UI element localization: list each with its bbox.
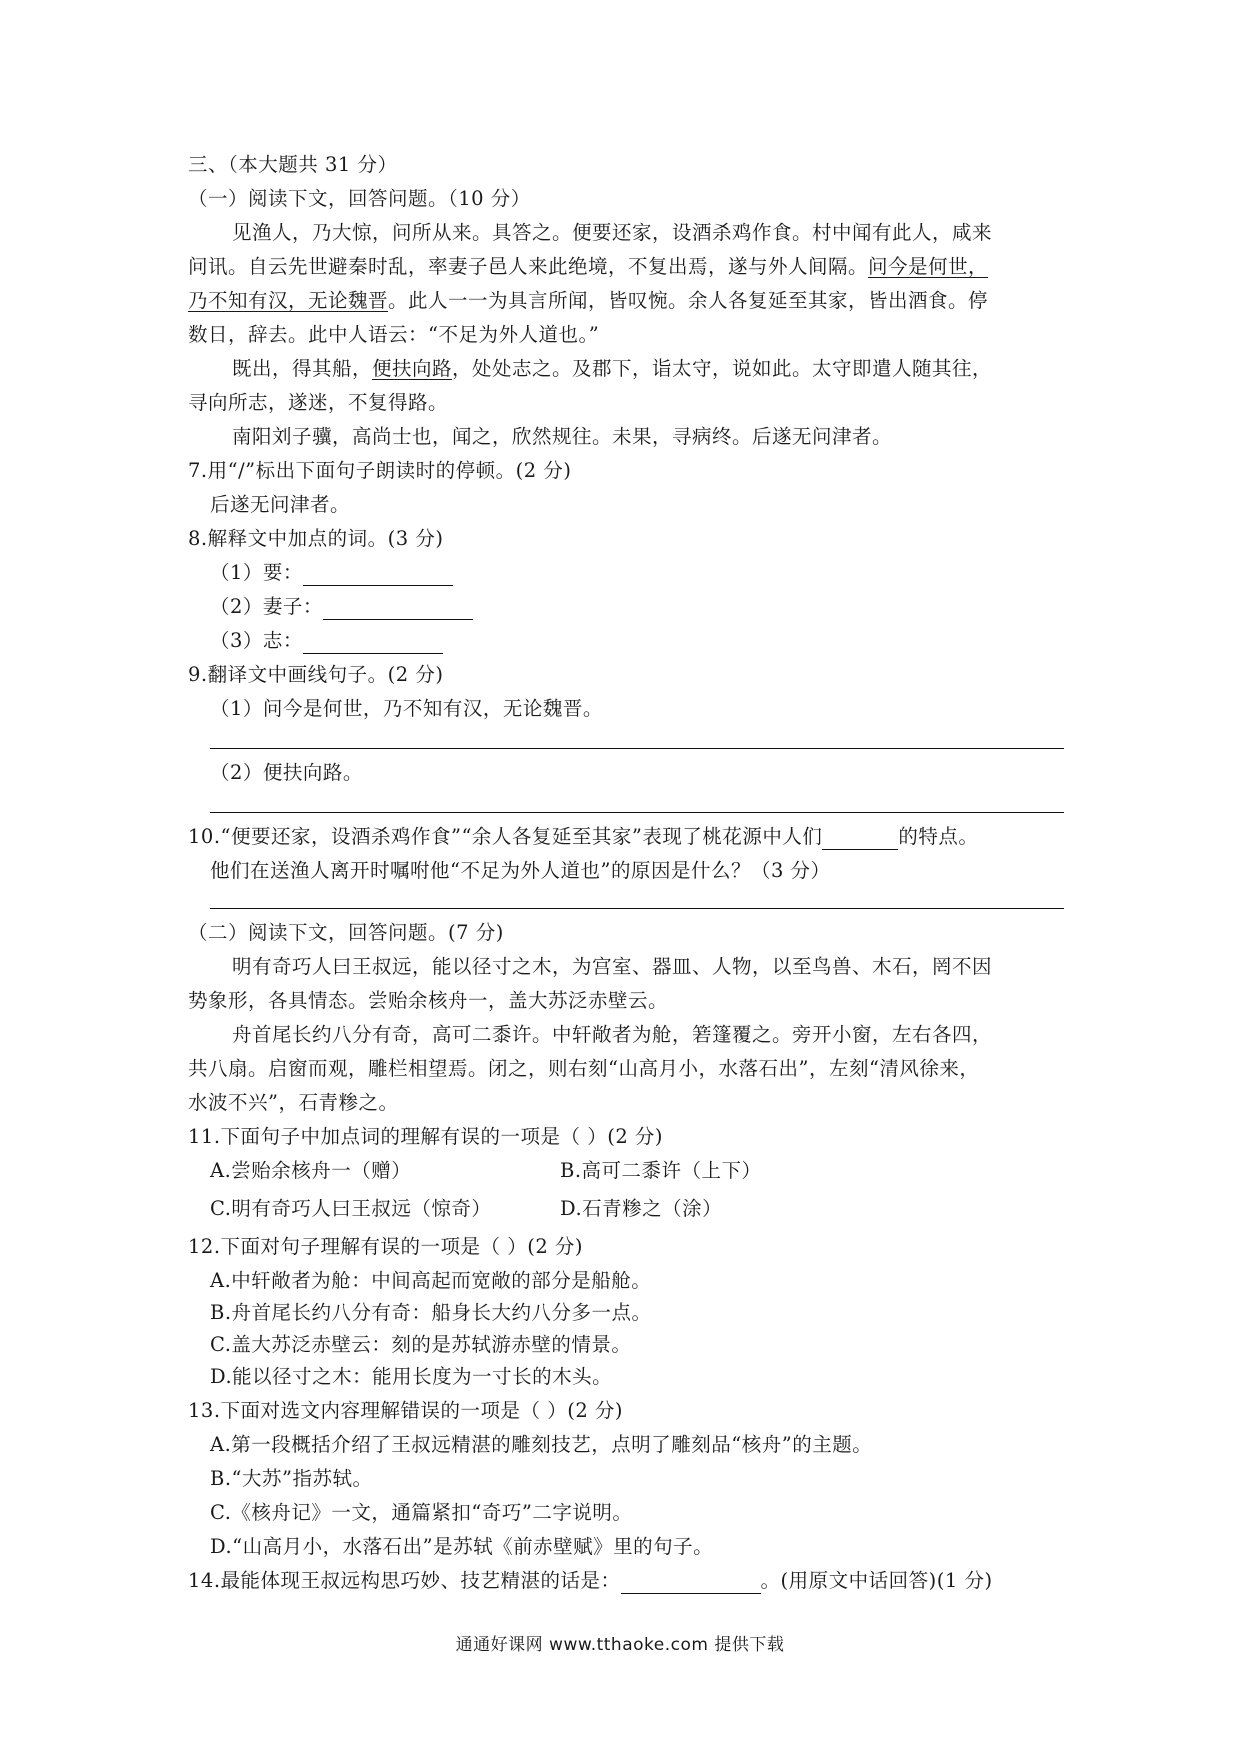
question-9: 9.翻译文中画线句子。(2 分)	[188, 663, 444, 686]
question-7: 7.用“/”标出下面句子朗读时的停顿。(2 分)	[188, 459, 572, 482]
answer-line[interactable]	[210, 812, 1064, 813]
passage1-line: 见渔人，乃大惊，问所从来。具答之。便要还家，设酒杀鸡作食。村中闻有此人，咸来	[232, 221, 993, 244]
question-9-item: （1）问今是何世，乃不知有汉，无论魏晋。	[210, 697, 603, 720]
question-13-option-c[interactable]: C.《核舟记》一文，通篇紧扣“奇巧”二字说明。	[210, 1501, 633, 1524]
passage1-line: 南阳刘子骥，高尚士也，闻之，欣然规往。未果，寻病终。后遂无问津者。	[232, 425, 893, 448]
question-10-cont: 他们在送渔人离开时嘱咐他“不足为外人道也”的原因是什么？（3 分）	[210, 859, 831, 882]
passage2-line: 势象形，各具情态。尝贻余核舟一，盖大苏泛赤壁云。	[188, 989, 669, 1012]
passage1-line: 问讯。自云先世避秦时乱，率妻子邑人来此绝境，不复出焉，遂与外人间隔。问今是何世，	[188, 255, 989, 278]
part2-heading: （二）阅读下文，回答问题。(7 分)	[188, 921, 504, 944]
section-heading: 三、（本大题共 31 分）	[188, 153, 398, 176]
question-11-option-c[interactable]: C.明有奇巧人曰王叔远（惊奇）	[210, 1197, 492, 1220]
answer-blank[interactable]	[323, 599, 473, 620]
question-10: 10.“便要还家，设酒杀鸡作食”“余人各复延至其家”表现了桃花源中人们 的特点。	[188, 825, 979, 848]
question-13-option-d[interactable]: D.“山高月小，水落石出”是苏轼《前赤壁赋》里的句子。	[210, 1535, 714, 1558]
passage2-line: 舟首尾长约八分有奇，高可二黍许。中轩敞者为舱，箬篷覆之。旁开小窗，左右各四，	[232, 1023, 993, 1046]
answer-line[interactable]	[210, 748, 1064, 749]
question-14: 14.最能体现王叔远构思巧妙、技艺精湛的话是： 。(用原文中话回答)(1 分)	[188, 1569, 993, 1592]
question-9-item: （2）便扶向路。	[210, 761, 363, 784]
question-11-option-d[interactable]: D.石青糁之（涂）	[560, 1197, 723, 1220]
passage1-line: 既出，得其船，便扶向路，处处志之。及郡下，诣太守，说如此。太守即遣人随其往，	[232, 357, 993, 380]
question-8-item: （1）要：	[210, 560, 453, 586]
question-12: 12.下面对句子理解有误的一项是（ ）(2 分)	[188, 1235, 584, 1258]
answer-line[interactable]	[210, 908, 1064, 909]
question-8-item: （2）妻子：	[210, 594, 473, 620]
question-12-option-d[interactable]: D.能以径寸之木：能用长度为一寸长的木头。	[210, 1365, 613, 1388]
passage2-line: 明有奇巧人曰王叔远，能以径寸之木，为宫室、器皿、人物，以至鸟兽、木石，罔不因	[232, 955, 993, 978]
question-12-option-b[interactable]: B.舟首尾长约八分有奇：船身长大约八分多一点。	[210, 1301, 652, 1324]
passage2-line: 水波不兴”，石青糁之。	[188, 1091, 399, 1114]
question-12-option-c[interactable]: C.盖大苏泛赤壁云：刻的是苏轼游赤壁的情景。	[210, 1333, 632, 1356]
answer-blank[interactable]	[822, 829, 898, 850]
answer-blank[interactable]	[303, 633, 443, 654]
question-13-option-a[interactable]: A.第一段概括介绍了王叔远精湛的雕刻技艺，点明了雕刻品“核舟”的主题。	[210, 1433, 873, 1456]
passage1-line: 寻向所志，遂迷，不复得路。	[188, 391, 449, 414]
question-11-option-b[interactable]: B.高可二黍许（上下）	[560, 1159, 762, 1182]
passage2-line: 共八扇。启窗而观，雕栏相望焉。闭之，则右刻“山高月小，水落石出”，左刻“清风徐来，	[188, 1057, 980, 1080]
question-11-option-a[interactable]: A.尝贻余核舟一（赠）	[210, 1159, 412, 1182]
passage1-line: 乃不知有汉，无论魏晋。此人一一为具言所闻，皆叹惋。余人各复延至其家，皆出酒食。停	[188, 289, 989, 312]
answer-blank[interactable]	[621, 1573, 761, 1594]
question-12-option-a[interactable]: A.中轩敞者为舱：中间高起而宽敞的部分是船舱。	[210, 1269, 652, 1292]
footer-credit: 通通好课网 www.tthaoke.com 提供下载	[455, 1635, 785, 1655]
question-7-sentence: 后遂无问津者。	[210, 493, 351, 516]
question-13: 13.下面对选文内容理解错误的一项是（ ）(2 分)	[188, 1399, 624, 1422]
question-8: 8.解释文中加点的词。(3 分)	[188, 527, 444, 550]
question-13-option-b[interactable]: B.“大苏”指苏轼。	[210, 1467, 373, 1490]
question-11: 11.下面句子中加点词的理解有误的一项是（ ）(2 分)	[188, 1125, 664, 1148]
question-8-item: （3）志：	[210, 628, 443, 654]
part1-heading: （一）阅读下文，回答问题。（10 分）	[188, 187, 531, 210]
passage1-line: 数日，辞去。此中人语云：“不足为外人道也。”	[188, 323, 600, 346]
answer-blank[interactable]	[303, 565, 453, 586]
